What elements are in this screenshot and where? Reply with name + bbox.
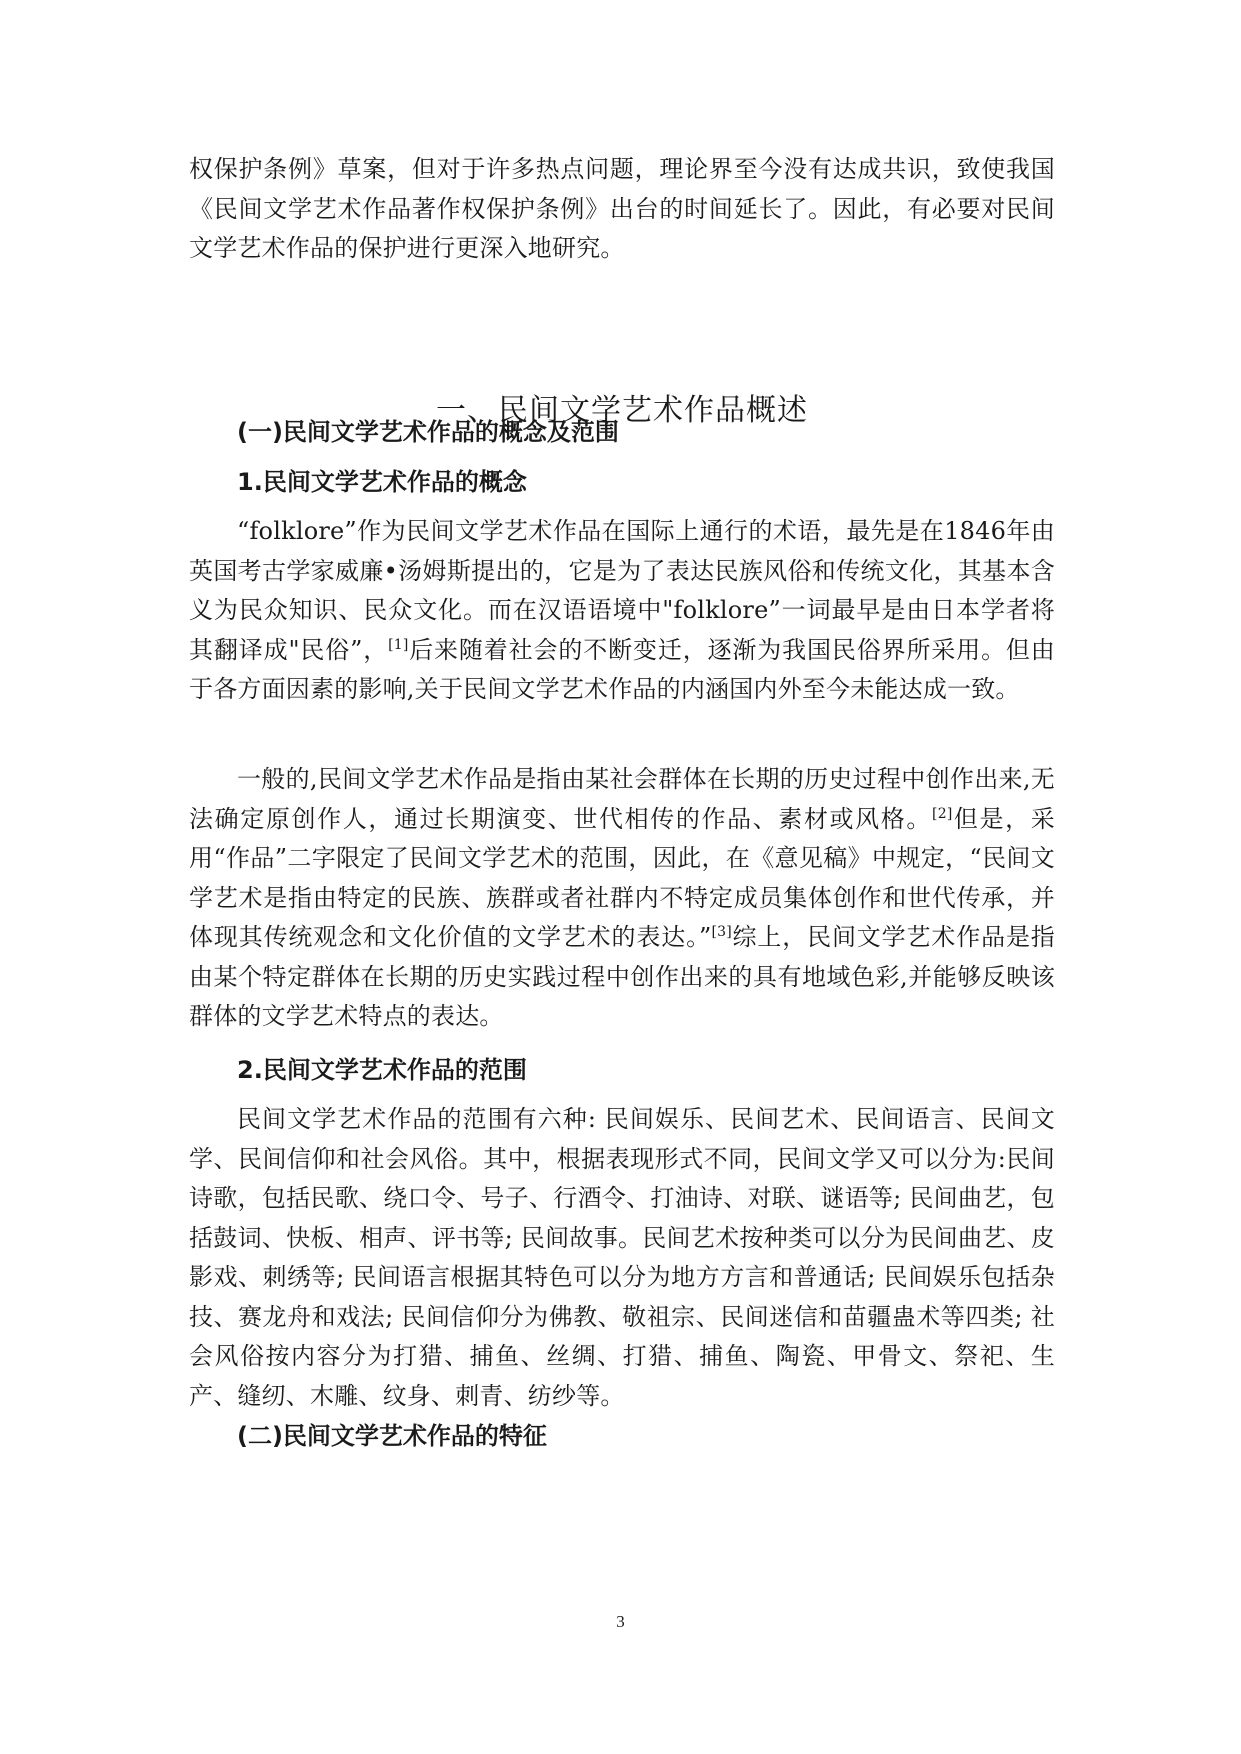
concept-paragraph-2-block xyxy=(189,760,1055,1037)
section-title: 一、民间文学艺术作品概述 xyxy=(436,393,808,428)
concept-p1-text-a: “folklore”作为民间文学艺术作品在国际上通行的术语，最先是在1846年由英国考古学家威廉•汤姆斯提出的，它是为了表达民族风俗和传统文化，其基本含义为民众知识、民众文化。而在汉语语境中"folklore”一词最早是由日本学者将其翻译成"民俗”， xyxy=(189,517,1055,664)
concept-p1-text-b: 后来随着社会的不断变迁，逐渐为我国民俗界所采用。但由于各方面因素的影响,关于民间文学艺术作品的内涵国内外至今未能达成一致。 xyxy=(189,635,1056,703)
concept-paragraph-1-block xyxy=(189,512,1055,710)
item-1-block xyxy=(189,462,1055,502)
item-2-block xyxy=(189,1050,1055,1090)
citation-ref-3: [3] xyxy=(711,924,732,940)
subsection-1-block xyxy=(189,412,1055,452)
subsection-2-block xyxy=(189,1416,1055,1456)
citation-ref-1: [1] xyxy=(388,636,409,653)
scope-paragraph-block xyxy=(189,1100,1055,1416)
concept-p2-text-c: 综上，民间文学艺术作品是指由某个特定群体在长期的历史实践过程中创作出来的具有地域色彩,并能够反映该群体的文学艺术特点的表达。 xyxy=(189,923,1055,1030)
concept-paragraph-2 xyxy=(189,760,1055,1037)
concept-p2-text-a: 一般的,民间文学艺术作品是指由某社会群体在长期的历史过程中创作出来,无法确定原创作人，通过长期演变、世代相传的作品、素材或风格。 xyxy=(189,765,1055,833)
subsection-title-2: (二)民间文学艺术作品的特征 xyxy=(237,1422,547,1450)
scope-paragraph: 民间文学艺术作品的范围有六种: 民间娱乐、民间艺术、民间语言、民间文学、民间信仰和社会风俗。其中，根据表现形式不同，民间文学又可以分为:民间诗歌，包括民歌、绕口令、号子、行酒令、打油诗、对联、谜语等; 民间曲艺，包括鼓词、快板、相声、评书等; 民间故事。民间艺术按种类可以分为民间曲艺、皮影戏、刺绣等; 民间语言根据其特色可以分为地方方言和普通话; 民间娱乐包括杂技、赛龙舟和戏法; 民间信仰分为佛教、敬祖宗、民间迷信和苗疆蛊术等四类; 社会风俗按内容分为打猎、捕鱼、丝绸、打猎、捕鱼、陶瓷、甲骨文、祭祀、生产、缝纫、木雕、纹身、刺青、纺纱等。 xyxy=(189,1105,1055,1410)
item-title-scope: 2.民间文学艺术作品的范围 xyxy=(237,1056,527,1084)
item-title-concept: 1.民间文学艺术作品的概念 xyxy=(237,468,527,496)
concept-paragraph-1 xyxy=(189,512,1055,710)
citation-ref-2: [2] xyxy=(932,805,953,822)
intro-paragraph: 权保护条例》草案，但对于许多热点问题，理论界至今没有达成共识，致使我国《民间文学艺术作品著作权保护条例》出台的时间延长了。因此，有必要对民间文学艺术作品的保护进行更深入地研究。 xyxy=(189,155,1055,262)
intro-block xyxy=(189,150,1055,269)
page-number: 3 xyxy=(616,1612,625,1631)
concept-p2-text-b: 但是，采用“作品”二字限定了民间文学艺术的范围，因此，在《意见稿》中规定，“民间文学艺术是指由特定的民族、族群或者社群内不特定成员集体创作和世代传承，并体现其传统观念和文化价值的文学艺术的表达。” xyxy=(189,804,1055,951)
subsection-title-1: (一)民间文学艺术作品的概念及范围 xyxy=(237,418,619,446)
